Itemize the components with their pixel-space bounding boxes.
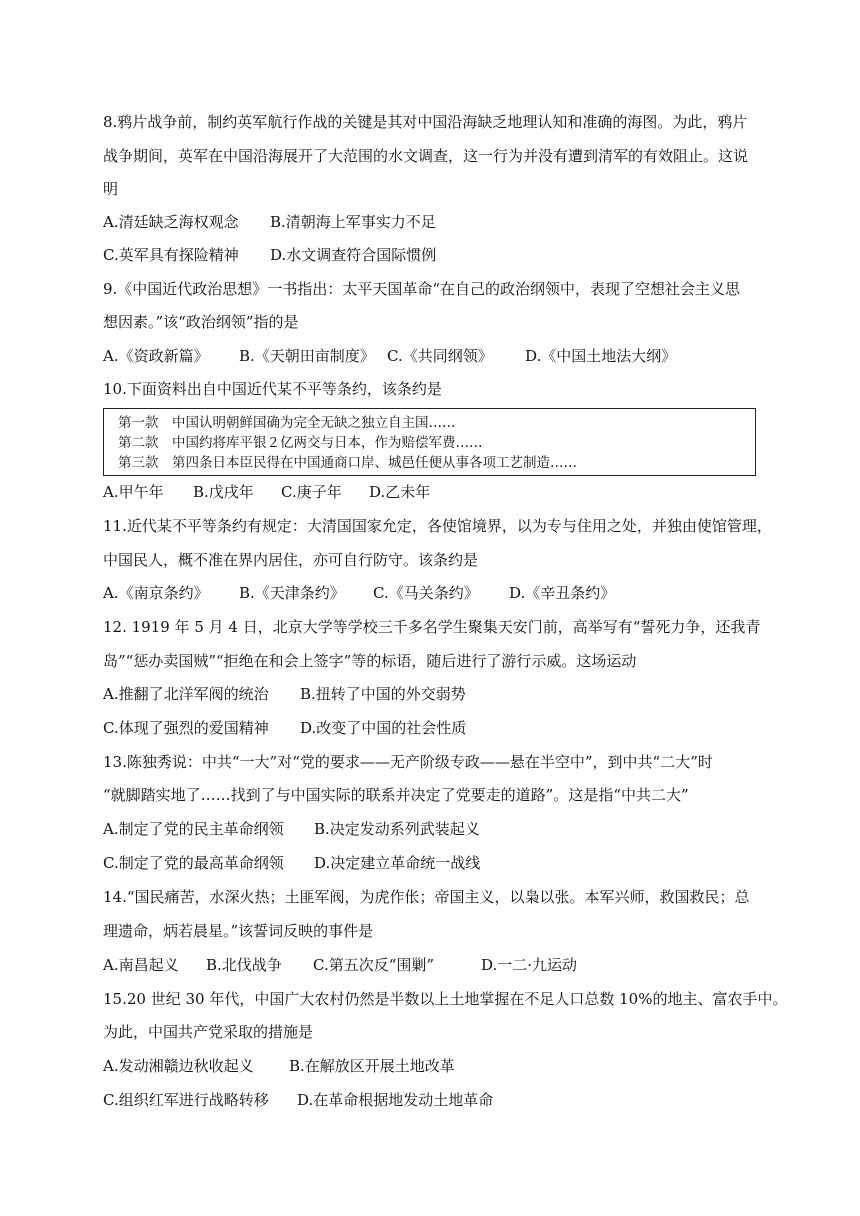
q15-stem-line-1: 15.20 世纪 30 年代，中国广大农村仍然是半数以上土地掌握在不足人口总数 10%的地主、富农手中。: [103, 990, 788, 1008]
q9-stem-line-1: 9.《中国近代政治思想》一书指出：太平天国革命“在自己的政治纲领中，表现了空想社会主义思: [103, 280, 740, 298]
q13-option-a: A.制定了党的民主革命纲领: [103, 820, 284, 838]
q8-stem-line-2: 战争期间，英军在中国沿海展开了大范围的水文调查，这一行为并没有遭到清军的有效阻止。这说: [103, 147, 749, 165]
q11-stem-line-1: 11.近代某不平等条约有规定：大清国国家允定，各使馆境界，以为专与住用之处，并独由使馆管理，: [103, 517, 772, 535]
q14-stem-line-2: 理遗命，炳若晨星。”该誓词反映的事件是: [103, 922, 374, 940]
q14-option-d: D.一二·九运动: [481, 956, 578, 974]
q9-option-b: B.《天朝田亩制度》: [239, 347, 375, 365]
q15-stem-line-2: 为此，中国共产党采取的措施是: [103, 1023, 314, 1041]
q11-option-c: C.《马关条约》: [373, 584, 479, 602]
q11-stem-line-2: 中国民人，概不准在界内居住，亦可自行防守。该条约是: [103, 551, 479, 569]
q8-option-c: C.英军具有探险精神: [103, 246, 239, 264]
q11-option-b: B.《天津条约》: [239, 584, 345, 602]
q8-options-row-1: [103, 212, 436, 232]
q12-stem-line-1: 12. 1919 年 5 月 4 日，北京大学等学校三千多名学生聚集天安门前，高举写有“誓死力争，还我青: [103, 618, 761, 636]
q14-options-row: [103, 955, 577, 975]
q15-options-row-2: [103, 1090, 493, 1110]
q11-options-row: [103, 583, 615, 603]
q10-source-line-1: 第一款 中国认明朝鲜国确为完全无缺之独立自主国……: [118, 415, 456, 431]
q12-option-a: A.推翻了北洋军阀的统治: [103, 685, 269, 703]
q14-option-c: C.第五次反“围剿”: [313, 956, 435, 974]
q10-option-b: B.戊戌年: [193, 483, 254, 501]
q12-option-d: D.改变了中国的社会性质: [300, 719, 467, 737]
q10-stem-line-1: 10.下面资料出自中国近代某不平等条约，该条约是: [103, 380, 442, 398]
q8-options-row-2: [103, 245, 436, 265]
q11-option-a: A.《南京条约》: [103, 584, 209, 602]
q13-option-d: D.决定建立革命统一战线: [314, 854, 481, 872]
q9-option-d: D.《中国土地法大纲》: [525, 347, 677, 365]
q9-option-c: C.《共同纲领》: [387, 347, 493, 365]
q8-stem-line-3: 明: [103, 180, 119, 198]
q11-option-d: D.《辛丑条约》: [509, 584, 616, 602]
q12-options-row-2: [103, 718, 466, 738]
q13-options-row-2: [103, 853, 480, 873]
q13-options-row-1: [103, 819, 480, 839]
q8-option-d: D.水文调查符合国际惯例: [270, 246, 437, 264]
q9-stem-line-2: 想因素。”该“政治纲领”指的是: [103, 313, 299, 331]
q14-option-a: A.南昌起义: [103, 956, 179, 974]
q15-option-a: A.发动湘赣边秋收起义: [103, 1057, 254, 1075]
q12-option-c: C.体现了强烈的爱国精神: [103, 719, 269, 737]
q10-source-line-2: 第二款 中国约将库平银２亿两交与日本，作为赔偿军费……: [118, 435, 483, 451]
q10-option-c: C.庚子年: [281, 483, 342, 501]
q13-option-c: C.制定了党的最高革命纲领: [103, 854, 284, 872]
q10-option-d: D.乙未年: [369, 483, 431, 501]
q15-option-b: B.在解放区开展土地改革: [289, 1057, 455, 1075]
q14-stem-line-1: 14.“国民痛苦，水深火热；土匪军阀，为虎作伥；帝国主义，以枭以张。本军兴师，救国救民；总: [103, 888, 750, 906]
q12-option-b: B.扭转了中国的外交弱势: [300, 685, 466, 703]
q9-option-a: A.《资政新篇》: [103, 347, 209, 365]
q10-option-a: A.甲午年: [103, 483, 164, 501]
q13-stem-line-2: “就脚踏实地了……找到了与中国实际的联系并决定了党要走的道路”。这是指“中共二大”: [103, 786, 689, 804]
q8-stem-line-1: 8.鸦片战争前，制约英军航行作战的关键是其对中国沿海缺乏地理认知和准确的海图。为此，鸦片: [103, 113, 748, 131]
q13-stem-line-1: 13.陈独秀说：中共“一大”对“党的要求——无产阶级专政——悬在半空中”，到中共“二大”时: [103, 753, 713, 771]
q14-option-b: B.北伐战争: [206, 956, 282, 974]
q12-options-row-1: [103, 684, 466, 704]
q10-options-row: [103, 482, 430, 502]
q15-options-row-1: [103, 1056, 455, 1076]
q9-options-row: [103, 346, 676, 366]
q13-option-b: B.决定发动系列武装起义: [314, 820, 480, 838]
q10-source-box: [103, 408, 756, 476]
q8-option-a: A.清廷缺乏海权观念: [103, 213, 239, 231]
q8-option-b: B.清朝海上军事实力不足: [270, 213, 436, 231]
q10-source-line-3: 第三款 第四条日本臣民得在中国通商口岸、城邑任便从事各项工艺制造……: [118, 455, 577, 471]
q12-stem-line-2: 岛”“惩办卖国贼”“拒绝在和会上签字”等的标语，随后进行了游行示威。这场运动: [103, 652, 637, 670]
q15-option-d: D.在革命根据地发动土地革命: [297, 1091, 494, 1109]
q15-option-c: C.组织红军进行战略转移: [103, 1091, 269, 1109]
